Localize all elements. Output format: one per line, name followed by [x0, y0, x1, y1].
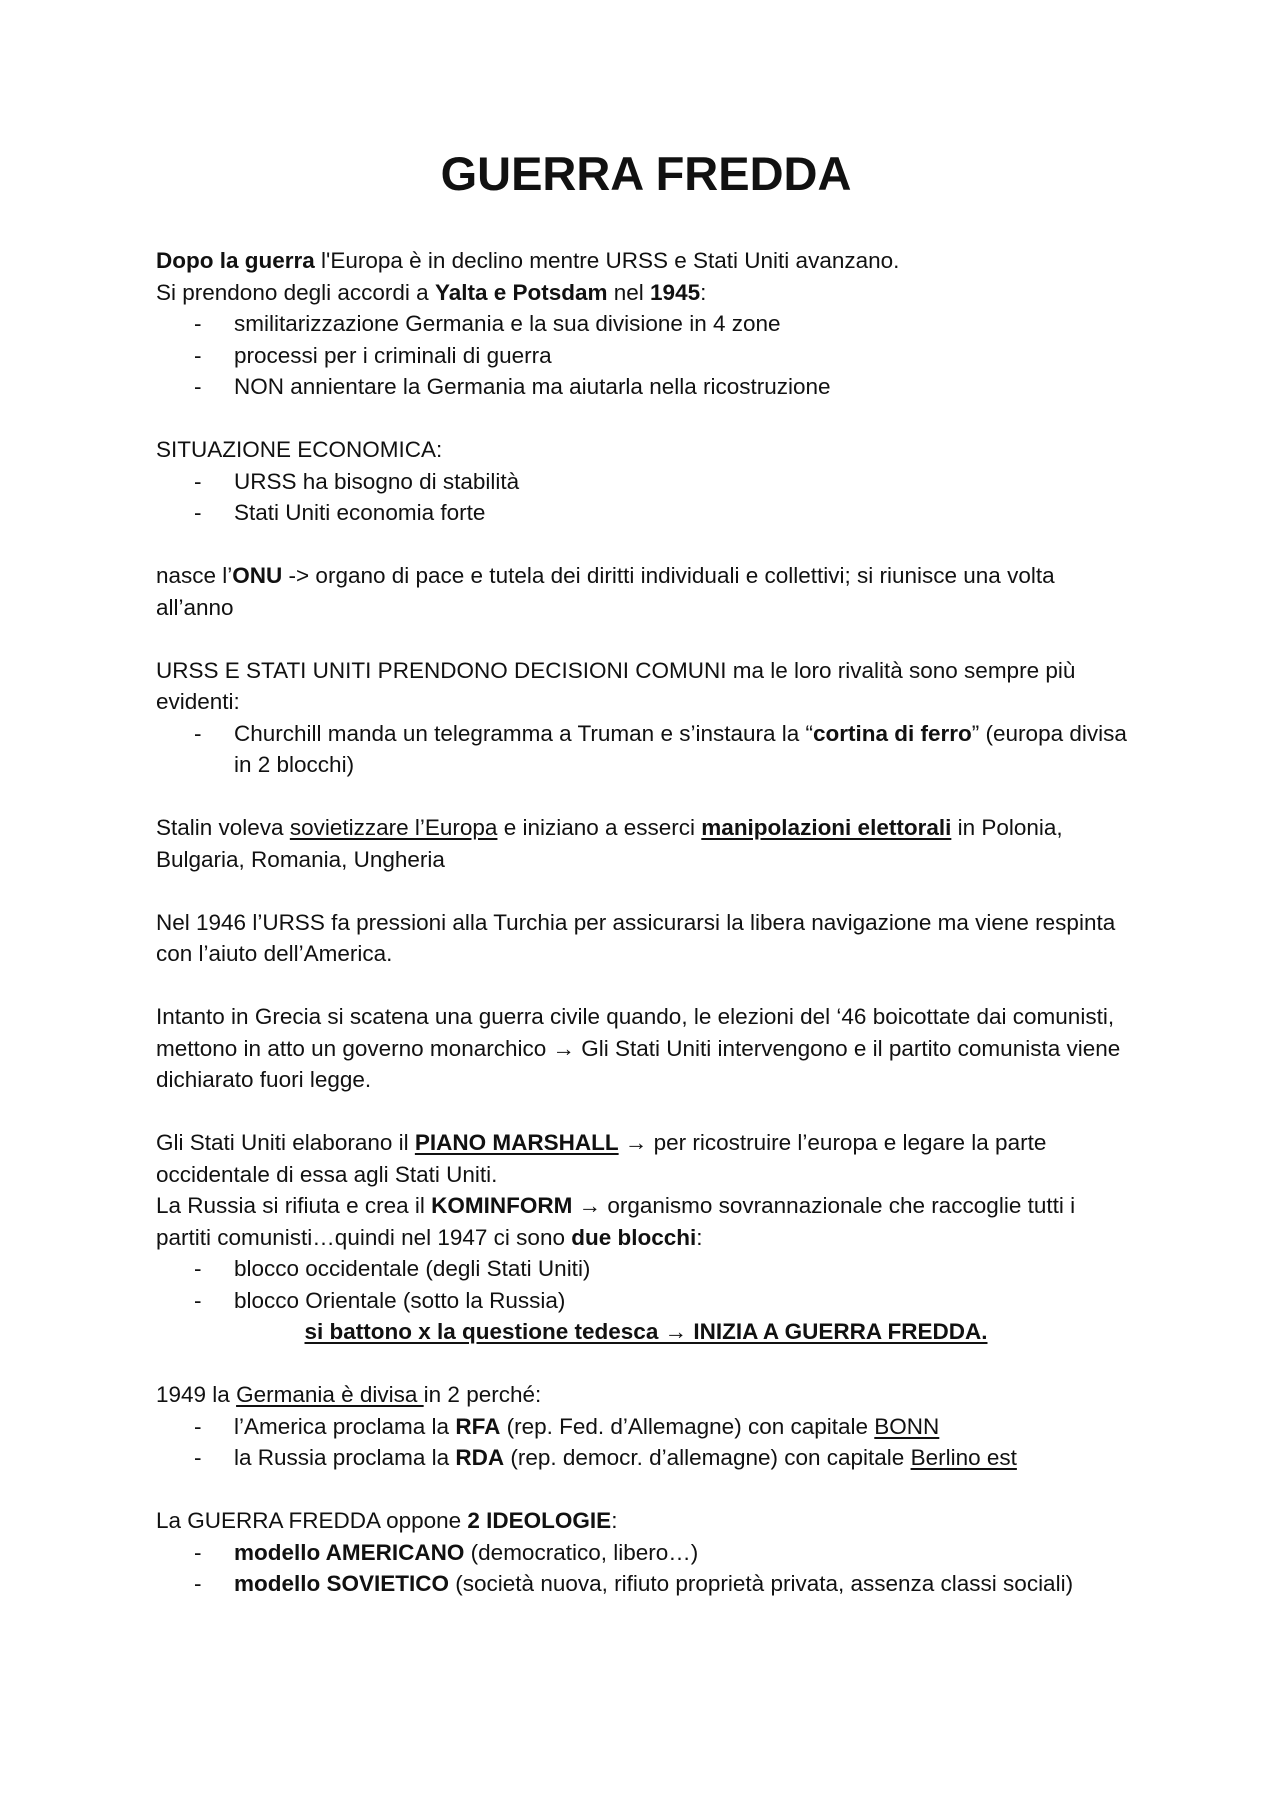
- text: ” (europa divisa in 2 blocchi): [234, 720, 1127, 777]
- bold-text: KOMINFORM: [431, 1193, 573, 1218]
- text: (democratico, libero…): [464, 1539, 699, 1565]
- bold-text: 1945: [650, 279, 701, 305]
- list-item: [156, 718, 1136, 781]
- bold-text: due blocchi: [571, 1224, 697, 1250]
- list-item: [156, 308, 1136, 340]
- list-item: [156, 497, 1136, 529]
- underlined-text: Germania è divisa: [236, 1382, 424, 1407]
- list-item-text: blocco occidentale (degli Stati Uniti): [234, 1256, 591, 1281]
- dash-bullet: -: [194, 342, 202, 368]
- list-item: [156, 1285, 1136, 1317]
- text: in 2 perché:: [423, 1382, 542, 1407]
- dash-bullet: -: [194, 1445, 202, 1470]
- list-item: [156, 1411, 1136, 1443]
- list-item-text: processi per i criminali di guerra: [234, 342, 552, 368]
- rivalry-list: [156, 718, 1136, 781]
- economic-situation-paragraph: [156, 434, 1136, 529]
- text: l’America proclama la: [234, 1413, 456, 1439]
- list-item: [156, 371, 1136, 403]
- dash-bullet: -: [194, 1256, 202, 1281]
- underlined-text: BONN: [874, 1413, 940, 1439]
- dash-bullet: -: [194, 500, 202, 525]
- bold-text: modello AMERICANO: [234, 1539, 465, 1565]
- text: (società nuova, rifiuto proprietà privata, assenza classi sociali): [449, 1571, 1074, 1596]
- text: :: [611, 1508, 618, 1533]
- text: nel: [607, 279, 651, 305]
- text: :: [700, 279, 707, 305]
- germany-text: [156, 1379, 1136, 1411]
- germany-list: [156, 1411, 1136, 1474]
- text: (rep. democr. d’allemagne) con capitale: [504, 1445, 911, 1470]
- bold-text: cortina di ferro: [813, 720, 972, 746]
- dash-bullet: -: [194, 311, 202, 336]
- marshall-paragraph: [156, 1127, 1136, 1348]
- text: (rep. Fed. d’Allemagne) con capitale: [500, 1413, 875, 1439]
- blocks-list: [156, 1253, 1136, 1316]
- list-item-text: URSS ha bisogno di stabilità: [234, 468, 520, 494]
- text: l'Europa è in declino mentre URSS e Stati Uniti avanzano.: [314, 248, 900, 273]
- bold-underlined-text: manipolazioni elettorali: [701, 815, 952, 840]
- bold-text: ONU: [232, 563, 283, 588]
- underlined-text: sovietizzare l’Europa: [289, 815, 498, 840]
- list-item-text: Stati Uniti economia forte: [234, 500, 486, 525]
- text: Gli Stati Uniti elaborano il: [156, 1130, 415, 1155]
- list-item-text: NON annientare la Germania ma aiutarla nella ricostruzione: [234, 374, 831, 399]
- list-item-text: blocco Orientale (sotto la Russia): [234, 1287, 566, 1313]
- bold-text: 2 IDEOLOGIE: [467, 1508, 612, 1533]
- text: → per ricostruire l’europa e legare la parte occidentale di essa agli Stati Uniti.: [156, 1130, 1047, 1187]
- list-item: [156, 466, 1136, 498]
- marshall-text: [156, 1127, 1136, 1190]
- intro-line-1: [156, 245, 1136, 277]
- text: La Russia si rifiuta e crea il: [156, 1193, 432, 1218]
- list-item: [156, 1568, 1136, 1600]
- text: -> organo di pace e tutela dei diritti individuali e collettivi; si riunisce una volta all’anno: [156, 563, 1055, 620]
- ideologies-paragraph: [156, 1505, 1136, 1600]
- list-item: [156, 1442, 1136, 1474]
- bold-underlined-text: PIANO MARSHALL: [414, 1130, 619, 1155]
- economy-list: [156, 466, 1136, 529]
- greece-paragraph: Intanto in Grecia si scatena una guerra civile quando, le elezioni del ‘46 boicottate dai comunisti, mettono in atto un governo monarchico → Gli Stati Uniti intervengono e il partito comunista viene dichiarato fuori legge.: [156, 1004, 1121, 1092]
- kominform-text: [156, 1190, 1136, 1253]
- bold-text: Dopo la guerra: [156, 248, 315, 273]
- underlined-text: Berlino est: [910, 1445, 1017, 1470]
- rivalry-text: URSS E STATI UNITI PRENDONO DECISIONI COMUNI ma le loro rivalità sono sempre più evidenti:: [156, 657, 1076, 714]
- list-item: [156, 1537, 1136, 1569]
- dash-bullet: -: [194, 1287, 202, 1313]
- list-item: [156, 1253, 1136, 1285]
- text: 1949 la: [156, 1382, 237, 1407]
- intro-line-2: [156, 277, 1136, 309]
- text: → organismo sovrannazionale che raccoglie tutti i partiti comunisti…quindi nel 1947 ci sono: [156, 1193, 1076, 1250]
- conclusion-line: [156, 1316, 1136, 1348]
- text: nasce l’: [156, 563, 233, 588]
- ideologies-text: [156, 1505, 1136, 1537]
- bold-text: modello SOVIETICO: [234, 1571, 450, 1596]
- list-item-text: smilitarizzazione Germania e la sua divisione in 4 zone: [234, 311, 781, 336]
- bold-text: RFA: [455, 1413, 501, 1439]
- text: Si prendono degli accordi a: [156, 279, 435, 305]
- section-heading: SITUAZIONE ECONOMICA:: [156, 437, 443, 462]
- onu-paragraph: [156, 560, 1136, 623]
- dash-bullet: -: [194, 374, 202, 399]
- bold-underlined-text: si battono x la questione tedesca → INIZIA A GUERRA FREDDA.: [304, 1319, 988, 1344]
- text: in Polonia, Bulgaria, Romania, Ungheria: [156, 815, 1063, 872]
- turkey-paragraph: Nel 1946 l’URSS fa pressioni alla Turchia per assicurarsi la libera navigazione ma viene respinta con l’aiuto dell’America.: [156, 909, 1116, 966]
- list-item: [156, 340, 1136, 372]
- text: e iniziano a esserci: [497, 815, 702, 840]
- dash-bullet: -: [194, 1413, 202, 1439]
- stalin-paragraph: [156, 812, 1136, 875]
- text: la Russia proclama la: [234, 1445, 456, 1470]
- dash-bullet: -: [194, 1571, 202, 1596]
- bold-text: RDA: [455, 1445, 505, 1470]
- text: La GUERRA FREDDA oppone: [156, 1508, 468, 1533]
- bold-text: Yalta e Potsdam: [434, 279, 608, 305]
- intro-paragraph: [156, 245, 1136, 403]
- text: :: [696, 1224, 703, 1250]
- document-page: [156, 147, 1136, 1600]
- accords-list: [156, 308, 1136, 403]
- dash-bullet: -: [194, 468, 202, 494]
- dash-bullet: -: [194, 720, 202, 746]
- text: Churchill manda un telegramma a Truman e s’instaura la “: [234, 720, 814, 746]
- ideologies-list: [156, 1537, 1136, 1600]
- germany-division-paragraph: [156, 1379, 1136, 1474]
- rivalry-paragraph: [156, 655, 1136, 781]
- page-title: GUERRA FREDDA: [440, 147, 852, 200]
- dash-bullet: -: [194, 1539, 202, 1565]
- text: Stalin voleva: [156, 815, 290, 840]
